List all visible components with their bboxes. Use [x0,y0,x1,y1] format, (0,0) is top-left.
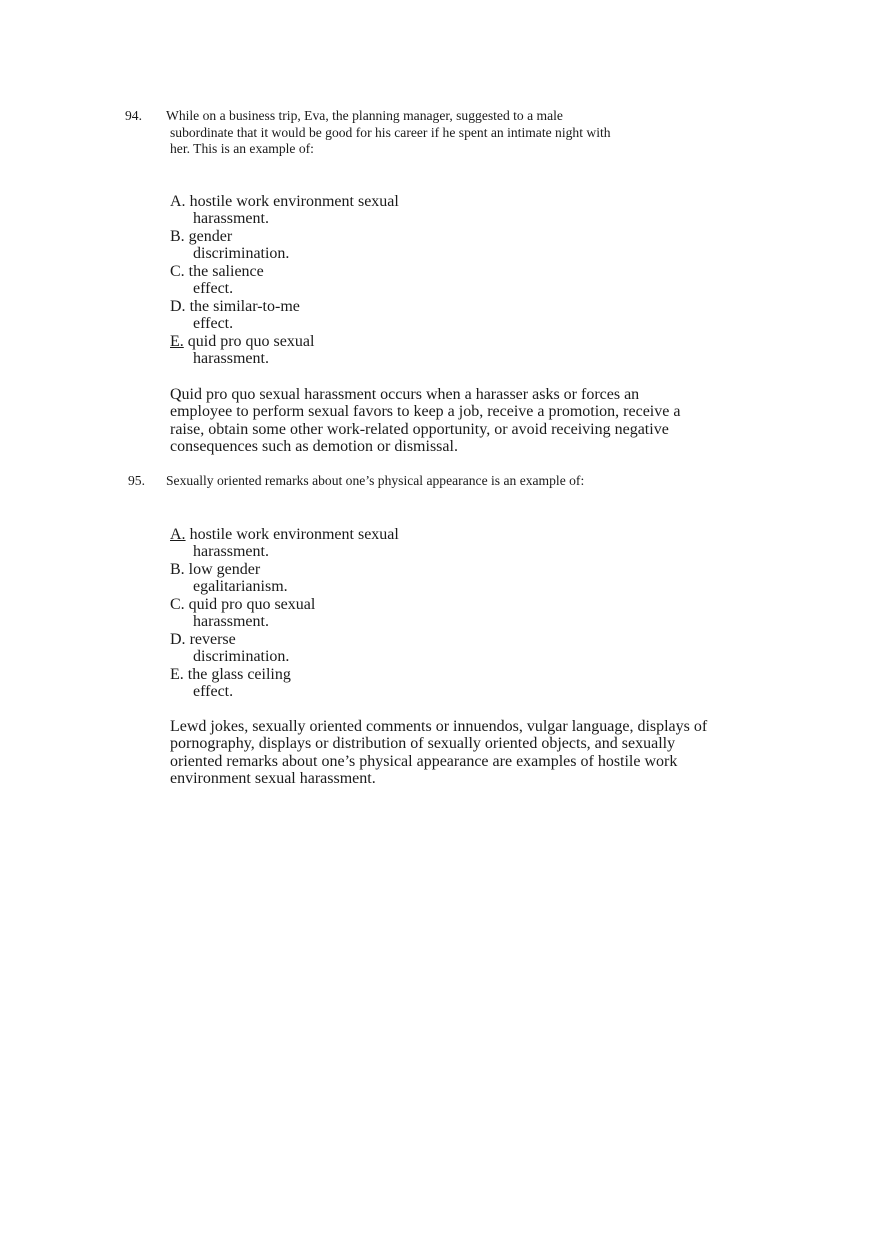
option-letter: A. [170,193,186,210]
option-text: quid pro quo sexual [188,596,316,613]
answer-option [170,193,470,226]
option-text-cont: harassment. [193,349,269,367]
option-text: gender [188,228,233,245]
option-letter: D. [170,298,186,315]
explanation-line: employee to perform sexual favors to keep a job, receive a promotion, receive a [170,403,681,421]
answer-option [170,666,470,699]
option-text: the salience [188,263,264,280]
explanation-line: oriented remarks about one’s physical appearance are examples of hostile work [170,752,678,770]
option-text-cont: discrimination. [193,244,290,262]
option-text: the similar-to-me [189,298,300,315]
answer-option [170,228,470,261]
option-letter: C. [170,263,185,280]
option-letter: B. [170,228,185,245]
stem-line: her. This is an example of: [170,141,314,156]
answer-explanation-94 [170,386,681,455]
answer-option-correct [170,333,470,366]
stem-line: While on a business trip, Eva, the planning manager, suggested to a male [166,108,563,123]
explanation-line: environment sexual harassment. [170,769,376,787]
option-text-cont: discrimination. [193,647,290,665]
answer-option [170,263,470,296]
answer-option [170,561,470,594]
option-text: hostile work environment sexual [189,193,399,210]
explanation-line: Quid pro quo sexual harassment occurs when a harasser asks or forces an [170,386,640,403]
option-text: quid pro quo sexual [187,333,315,350]
option-letter: C. [170,596,185,613]
option-letter: E. [170,666,184,683]
question-number: 94. [125,108,142,123]
answer-explanation-95 [170,718,708,787]
option-letter-correct: E. [170,333,184,350]
answer-option [170,596,470,629]
option-text-cont: effect. [193,682,234,700]
option-text: low gender [188,561,261,578]
option-text-cont: effect. [193,279,234,297]
explanation-line: consequences such as demotion or dismissal. [170,437,458,455]
answer-option [170,298,470,331]
answer-option [170,631,470,664]
explanation-line: raise, obtain some other work-related opportunity, or avoid receiving negative [170,420,669,438]
answer-option-correct [170,526,470,559]
option-text: reverse [189,631,236,648]
answer-options-94 [170,193,470,368]
explanation-line: Lewd jokes, sexually oriented comments or innuendos, vulgar language, displays of [170,718,708,735]
option-text-cont: egalitarianism. [193,577,288,595]
question-number: 95. [128,473,145,488]
explanation-line: pornography, displays or distribution of sexually oriented objects, and sexually [170,735,676,753]
option-text: the glass ceiling [187,666,291,683]
option-letter-correct: A. [170,526,186,543]
option-text-cont: effect. [193,314,234,332]
option-text: hostile work environment sexual [189,526,399,543]
option-text-cont: harassment. [193,612,269,630]
option-text-cont: harassment. [193,542,269,560]
answer-options-95 [170,526,470,701]
option-letter: B. [170,561,185,578]
stem-line: subordinate that it would be good for his career if he spent an intimate night with [170,124,611,140]
option-letter: D. [170,631,186,648]
option-text-cont: harassment. [193,209,269,227]
question-stem [166,473,646,490]
question-stem [166,108,646,158]
stem-line: Sexually oriented remarks about one’s physical appearance is an example of: [166,473,585,488]
